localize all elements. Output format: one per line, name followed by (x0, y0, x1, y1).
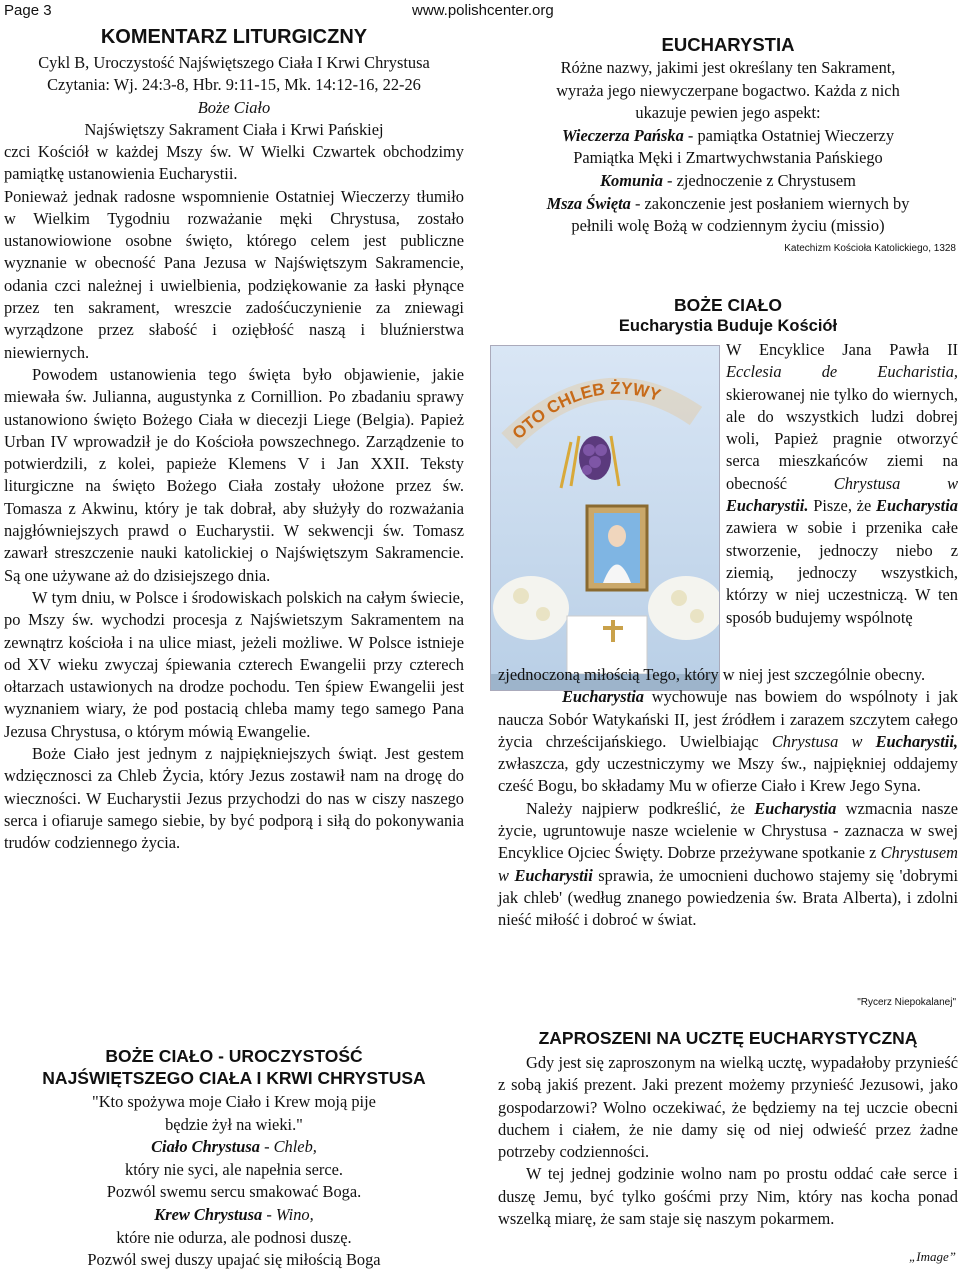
name-lords-supper: Wieczerza Pańska (561, 125, 684, 145)
eucharist-line-6 (498, 170, 958, 193)
commentary-header (4, 52, 464, 141)
invitation-paragraph-2: W tej jednej godzinie wolno nam po prostu oddać całe serce i duszę Jemu, być tylko gośćmi przy Nim, który nas kocha ponad wszelką miarę, że sam staje się naszym pokarmem. (498, 1164, 958, 1229)
p3-text-2: wzmacnia nasze życie, ugruntowuje nasze wcielenie w Chrystusa - zaznacza w swej Encyklice Ojciec Święty. Dobrze przeżywane spotkanie z (498, 798, 958, 863)
p3-eucharist-2: Eucharystii (514, 865, 593, 885)
p2-text-2: zwłaszcza, gdy uczestniczymy we Mszy św., najpiękniej oddajemy cześć Bogu, bo składamy Mu w ofierze Ciało i Krew Jego Syna. (498, 754, 958, 796)
poem-wine: - Wino, (262, 1204, 314, 1224)
intro-line-b: czci Kościół w każdej Mszy św. W Wielki Czwartek obchodzimy pamiątkę ustanowienia Eucharystii. (4, 142, 464, 184)
builds-church-body (498, 664, 958, 932)
poem-title (4, 1045, 464, 1089)
poem-line-5: Pozwól swemu sercu smakować Boga. (106, 1182, 362, 1202)
eucharist-names (498, 57, 958, 238)
readings-line: Czytania: Wj. 24:3-8, Hbr. 9:11-15, Mk. 14:12-16, 22-26 (47, 75, 421, 95)
commentary-paragraph-2: Powodem ustanowienia tego święta było objawienie, jakie miewała św. Julianna, augustynka z Cornillion. Po zbadaniu sprawy ustanowiono święto Bożego Ciała w diecezji Liege (Belgia). Papież Urban IV wprowadził je do Kościoła powszechnego. Zarządzenie to potwierdzili, z kolei, papieże Klemens V i Jan XXII. Teksty liturgiczne na święto Bożego Ciała zostały ułożone przez św. Tomasza z Akwinu, który je tak dobrał, aby służyły do rozważania najgłówniejszych prawd o Eucharystii. W sekwencji św. Tomasz zawarł streszczenie nauki katolickiej o Najświętszym Sakramencie. Są one używane aż do dzisiejszego dnia. (4, 364, 464, 585)
invitation-title: ZAPROSZENI NA UCZTĘ EUCHARYSTYCZNĄ (538, 1028, 918, 1048)
poem-title-line-1: BOŻE CIAŁO - UROCZYSTOŚĆ (105, 1046, 363, 1066)
encyclica-float (726, 339, 958, 629)
encyclica-name: Ecclesia de Eucharistia, (726, 362, 958, 382)
eucharist-title: EUCHARYSTIA (661, 34, 795, 55)
altar-photo (490, 345, 720, 691)
name-lords-supper-desc: - pamiątka Ostatniej Wieczerzy (683, 125, 895, 145)
flowers-left-icon (493, 576, 569, 640)
p3-christ: Chrystusem w (498, 843, 958, 885)
poem-bread: - Chleb, (259, 1137, 317, 1157)
poem-line-7: które nie odurza, ale podnosi duszę. (116, 1227, 352, 1247)
p2-eucharist: Eucharystia (562, 687, 644, 707)
float-text-3: Pisze, że (813, 496, 872, 516)
eucharist-line-8: pełnili wolę Bożą w codziennym życiu (missio) (571, 216, 885, 236)
builds-church-continuation: zjednoczoną miłością Tego, który w niej jest szczególnie obecny. (498, 665, 926, 684)
float-text-2: skierowanej nie tylko do wiernych, ale do wszystkich ludzi dobrej woli, Papież pragnie otworzyć serca mieszkańców ziemi na obecność (726, 384, 958, 493)
name-holy-mass-desc: - zakonczenie jest posłaniem wiernych by (630, 193, 910, 213)
float-eucharist-2: Eucharystia (876, 496, 958, 516)
builds-church-subtitle: Eucharystia Buduje Kościół (618, 317, 838, 335)
commentary-title: KOMENTARZ LITURGICZNY (100, 26, 368, 48)
commentary-paragraph-1: Ponieważ jednak radosne wspomnienie Ostatniej Wieczerzy tłumiło w Wielkim Tygodniu rozważanie męki Chrystusa, zostało ustanowiowione osobne święto, którego celem jest publiczne wyznanie w obecność Pana Jezusa w Najświętszym Sakramencie, odania czci należnej i uwielbienia, podziękowanie za łaski płynące przez ten sakrament, wreszcie zadośćuczynienie za zniewagi wyrządzone przez słabość i oziębłość naszą i bluźnierstwa niewiernych. (4, 186, 464, 362)
rycerz-citation: "Rycerz Niepokalanej" (857, 997, 956, 1008)
commentary-body (4, 141, 464, 855)
poem-body (4, 1091, 464, 1272)
p2-christ: Chrystusa w (771, 731, 876, 751)
invitation-body (498, 1052, 958, 1230)
builds-church-paragraph-2 (498, 686, 958, 797)
float-text-1: W Encyklice Jana Pawła II (726, 340, 958, 359)
poem-title-line-2: NAJŚWIĘTSZEGO CIAŁA I KRWI CHRYSTUSA (42, 1068, 426, 1088)
eucharist-line-5: Pamiątka Męki i Zmartwychwstania Pańskiego (573, 148, 883, 168)
poem-line-1: "Kto spożywa moje Ciało i Krew moją pije (92, 1092, 376, 1111)
p2-text: wychowuje nas bowiem do wspólnoty i jak naucza Sobór Watykański II, jest źródłem i zarazem szczytem całego życia chrześcijańskiego. Uwielbiając (498, 687, 958, 751)
p3-text-3: sprawia, że umocnieni duchowo stajemy się 'dobrymi jak chleb' (według znanego powiedzenia św. Brata Alberta), i zdolni nieść miłość i dobroć w świat. (498, 865, 958, 930)
poem-line-3 (4, 1136, 464, 1159)
poem-line-8: Pozwól swej duszy upajać się miłością Boga (87, 1250, 381, 1270)
eucharist-line-1: Różne nazwy, jakimi jest określany ten Sakrament, (560, 58, 896, 77)
eucharist-line-3: ukazuje pewien jego aspekt: (635, 103, 821, 123)
image-citation: „Image” (909, 1249, 956, 1264)
intro-line-a: Najświętszy Sakrament Ciała i Krwi Pańskiej (84, 119, 384, 139)
poem-body-of-christ: Ciało Chrystusa (151, 1137, 260, 1157)
float-eucharist-1: Eucharystii. (726, 496, 809, 516)
altar-illustration (491, 346, 719, 690)
name-holy-mass: Msza Święta (546, 193, 631, 213)
float-christ: Chrystusa w (833, 473, 958, 493)
commentary-paragraph-4: Boże Ciało jest jednym z najpiękniejszych świąt. Jest gestem wdzięcznosci za Chleb Życia, który Jezus zostawił nam na drogę do wieczności. W Eucharystii Jezus przychodzi do nas w ciszy naszego serca i ofiaruje samego siebie, by być podporą i siłą do pokonywania trudów codziennego życia. (4, 744, 464, 853)
catechism-citation: Katechizm Kościoła Katolickiego, 1328 (784, 243, 956, 254)
poem-line-2: będzie żył na wieki." (165, 1114, 303, 1134)
name-communion-desc: - zjednoczenie z Chrystusem (662, 170, 856, 190)
name-communion: Komunia (600, 170, 663, 190)
p3-text: Należy najpierw podkreślić, że (526, 798, 755, 818)
banner-text: OTO CHLEB ŻYWY (508, 378, 664, 444)
eucharist-line-7 (498, 193, 958, 216)
site-url[interactable]: www.polishcenter.org (412, 2, 554, 19)
eucharist-line-4 (498, 125, 958, 148)
page-number: Page 3 (4, 2, 52, 19)
eucharist-line-2: wyraża jego niewyczerpane bogactwo. Każda z nich (556, 80, 900, 100)
poem-blood-of-christ: Krew Chrystusa (154, 1204, 263, 1224)
p2-eucharist-2: Eucharystii, (875, 731, 958, 751)
commentary-paragraph-3: W tym dniu, w Polsce i środowiskach polskich na całym świecie, po Mszy św. wychodzi procesja z Najświetszym Sakramentem na zewnątrz kościoła i na ulice miast, jeżeli możliwe. W Polsce istnieje od XV wieku zwyczaj śpiewania czterech Ewangelii przy czterech ołtarzach ustawionych na drodze pochodu. Ten śpiew Ewangelii jest wyznaniem wiary, że pod postacią chleba mamy tego samego Pana Jezusa Chrystusa, o którym mówią Ewangelie. (4, 587, 464, 741)
cycle-line: Cykl B, Uroczystość Najświętszego Ciała I Krwi Chrystusa (38, 53, 430, 72)
corpus-christi-title: BOŻE CIAŁO (674, 295, 782, 315)
builds-church-paragraph-3 (498, 798, 958, 932)
poem-line-4: który nie syci, ale napełnia serce. (125, 1159, 343, 1179)
invitation-paragraph-1: Gdy jest się zaproszonym na wielką ucztę, wypadałoby przynieść z sobą jakiś prezent. Jaki prezent możemy przynieść Jezusowi, jako gospodarzowi? Wolno oczekiwać, że będziemy na tej uczcie obecni duchem i ciałem, że nie damy się od niej odwieść przez żadne potrzeby codzienności. (498, 1053, 958, 1162)
p3-eucharist: Eucharystia (754, 798, 837, 818)
feast-name: Boże Ciało (197, 97, 271, 117)
poem-line-6 (4, 1204, 464, 1227)
float-text-4: zawiera w sobie i przenika całe stworzenie, jednoczy niebo z ziemią, jednoczy wszystkich, którzy w niej uczestniczą. W ten sposób budujemy wspólnotę (726, 518, 958, 627)
